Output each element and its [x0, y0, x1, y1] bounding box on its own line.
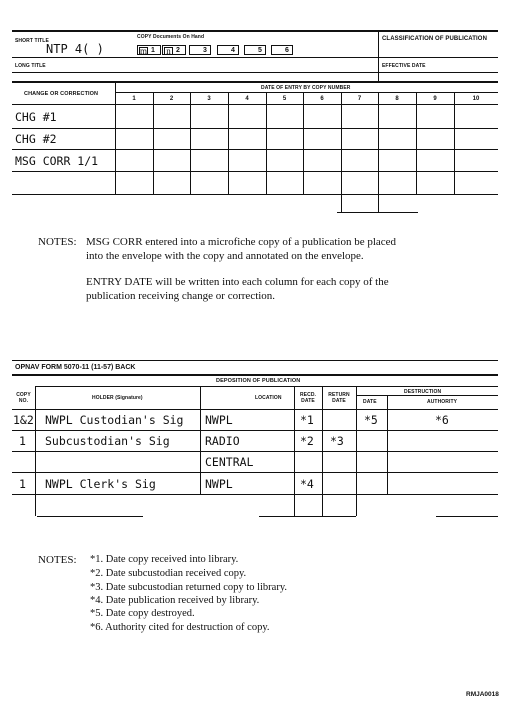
- date-header: DATE: [363, 399, 377, 405]
- column-number: 3: [207, 96, 211, 102]
- notes-label: NOTES:: [38, 236, 77, 248]
- row-return: *3: [330, 434, 344, 448]
- row-location: NWPL: [205, 413, 233, 427]
- notes-text: into the envelope with the copy and annotated on the envelope.: [86, 250, 364, 262]
- row-copy: 1&2: [13, 413, 34, 427]
- column-number: 8: [395, 96, 399, 102]
- short-title-value: NTP 4( ): [46, 42, 104, 56]
- row-recd: *2: [300, 434, 314, 448]
- column-number: 1: [132, 96, 136, 102]
- copy-box: 4: [217, 45, 239, 55]
- row-location: CENTRAL: [205, 455, 254, 469]
- row-copy: 1: [19, 477, 26, 491]
- entry-chg-1: CHG #1: [15, 110, 57, 124]
- column-number: 9: [433, 96, 437, 102]
- entry-chg-2: CHG #2: [15, 132, 57, 146]
- notes-text: MSG CORR entered into a microfiche copy of a publication be placed: [86, 236, 397, 248]
- row-recd: *1: [300, 413, 314, 427]
- row-holder: NWPL Clerk's Sig: [45, 477, 156, 491]
- row-recd: *4: [300, 477, 314, 491]
- effective-date-label: EFFECTIVE DATE: [382, 63, 426, 69]
- copy-documents-label: COPY Documents On Hand: [137, 34, 205, 40]
- entry-msg-corr: MSG CORR 1/1: [15, 154, 99, 168]
- return-date-header: RETURN DATE: [328, 392, 350, 404]
- note-item: *6. Authority cited for destruction of copy.: [90, 622, 270, 633]
- row-holder: Subcustodian's Sig: [45, 434, 170, 448]
- change-correction-header: CHANGE OR CORRECTION: [24, 91, 99, 97]
- row-date: *5: [364, 413, 378, 427]
- row-location: RADIO: [205, 434, 240, 448]
- column-number: 10: [472, 96, 480, 102]
- column-number: 5: [282, 96, 287, 102]
- figure-id: RMJA0018: [466, 691, 499, 698]
- copy-box: 3: [189, 45, 211, 55]
- note-item: *4. Date publication received by library.: [90, 595, 260, 606]
- copy-box: 6: [271, 45, 293, 55]
- column-number: 2: [169, 96, 174, 102]
- holder-header: HOLDER (Signature): [92, 395, 143, 401]
- copy-no-header: COPY NO.: [16, 392, 31, 404]
- form-id: OPNAV FORM 5070-11 (11-57) BACK: [15, 364, 136, 371]
- note-item: *2. Date subcustodian received copy.: [90, 568, 247, 579]
- note-item: *1. Date copy received into library.: [90, 554, 239, 565]
- notes-text: ENTRY DATE will be written into each column for each copy of the: [86, 276, 389, 288]
- note-item: *3. Date subcustodian returned copy to library.: [90, 582, 288, 593]
- copy-box: n 2: [162, 45, 186, 55]
- copy-box: 5: [244, 45, 266, 55]
- destruction-header: DESTRUCTION: [404, 389, 442, 395]
- deposition-header: DEPOSITION OF PUBLICATION: [216, 378, 301, 384]
- column-number: 4: [245, 96, 249, 102]
- classification-label: CLASSIFICATION OF PUBLICATION: [382, 36, 488, 42]
- row-copy: 1: [19, 434, 26, 448]
- copy-box: m 1: [137, 45, 161, 55]
- row-location: NWPL: [205, 477, 233, 491]
- column-number: 7: [357, 96, 362, 102]
- short-title-label: SHORT TITLE: [15, 38, 49, 44]
- notes-label: NOTES:: [38, 554, 77, 566]
- location-header: LOCATION: [255, 395, 282, 401]
- row-authority: *6: [435, 413, 449, 427]
- recd-date-header: RECD. DATE: [299, 392, 317, 404]
- row-holder: NWPL Custodian's Sig: [45, 413, 184, 427]
- column-number: 6: [320, 96, 324, 102]
- note-item: *5. Date copy destroyed.: [90, 608, 195, 619]
- notes-text: publication receiving change or correction.: [86, 290, 276, 302]
- long-title-label: LONG TITLE: [15, 63, 46, 69]
- authority-header: AUTHORITY: [427, 399, 458, 405]
- date-entry-header: DATE OF ENTRY BY COPY NUMBER: [261, 85, 351, 91]
